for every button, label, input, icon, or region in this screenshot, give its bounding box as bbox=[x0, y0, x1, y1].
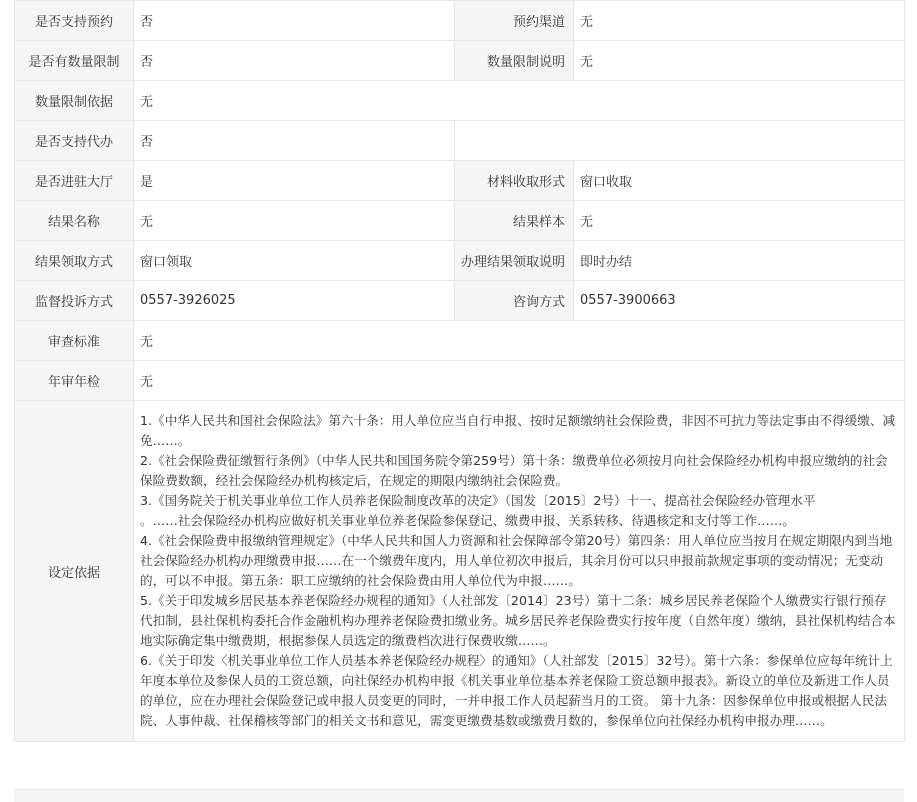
basis-item-3-cont: 。……社会保险经办机构应做好机关事业单位养老保险参保登记、缴费申报、关系转移、待遇核定和支付等工作……。 bbox=[140, 513, 795, 528]
basis-item-3: 3.《国务院关于机关事业单位工作人员养老保险制度改革的决定》（国发〔2015〕2号）十一、提高社会保险经办管理水平 bbox=[140, 493, 816, 508]
empty-cell bbox=[455, 121, 905, 161]
row-value: 否 bbox=[134, 41, 455, 81]
row-label: 年审年检 bbox=[15, 361, 134, 401]
basis-item-2: 2.《社会保险费征缴暂行条例》（中华人民共和国国务院令第259号）第十条：缴费单位必须按月向社会保险经办机构申报应缴纳的社会保险费数额，经社会保险经办机构核定后，在规定的期限内缴纳社会保险费。 bbox=[140, 453, 888, 488]
row-value: 无 bbox=[134, 361, 905, 401]
row-label: 预约渠道 bbox=[455, 1, 574, 41]
row-label: 结果样本 bbox=[455, 201, 574, 241]
row-value: 无 bbox=[134, 201, 455, 241]
row-value: 是 bbox=[134, 161, 455, 201]
row-value: 即时办结 bbox=[574, 241, 905, 281]
table-row bbox=[15, 121, 905, 161]
table-row bbox=[15, 241, 905, 281]
row-label: 结果名称 bbox=[15, 201, 134, 241]
row-label: 监督投诉方式 bbox=[15, 281, 134, 321]
row-value: 0557-3926025 bbox=[134, 281, 455, 321]
row-value: 无 bbox=[574, 1, 905, 41]
info-table-container bbox=[14, 0, 904, 742]
table-row bbox=[15, 201, 905, 241]
row-value: 否 bbox=[134, 121, 455, 161]
row-value: 无 bbox=[574, 201, 905, 241]
row-value: 窗口领取 bbox=[134, 241, 455, 281]
basis-item-1: 1.《中华人民共和国社会保险法》第六十条：用人单位应当自行申报、按时足额缴纳社会保险费，非因不可抗力等法定事由不得缓缴、减免……。 bbox=[140, 413, 896, 448]
table-row bbox=[15, 281, 905, 321]
basis-item-6: 6.《关于印发〈机关事业单位工作人员基本养老保险经办规程〉的通知》（人社部发〔2015〕32号）。第十六条：参保单位应每年统计上年度本单位及参保人员的工资总额，向社保经办机构申报《机关事业单位基本养老保险工资总额申报表》。新设立的单位及新进工作人员的单位，应在办理社会保险登记或申报人员变更的同时，一并申报工作人员起薪当月的工资。 第十九条：因参保单位申报或根据人民法院、人事仲裁、社保稽核等部门的相关文书和意见，需变更缴费基数或缴费月数的，参保单位向社保经办机构申报办理……。 bbox=[140, 653, 893, 728]
table-row bbox=[15, 161, 905, 201]
row-label: 审查标准 bbox=[15, 321, 134, 361]
row-label: 数量限制说明 bbox=[455, 41, 574, 81]
table-row bbox=[15, 41, 905, 81]
row-value: 否 bbox=[134, 1, 455, 41]
row-label: 办理结果领取说明 bbox=[455, 241, 574, 281]
info-table bbox=[14, 0, 905, 742]
table-row bbox=[15, 1, 905, 41]
table-row bbox=[15, 361, 905, 401]
table-row bbox=[15, 321, 905, 361]
table-row bbox=[15, 81, 905, 121]
row-label: 咨询方式 bbox=[455, 281, 574, 321]
basis-item-5: 5.《关于印发城乡居民基本养老保险经办规程的通知》（人社部发〔2014〕23号）第十二条：城乡居民养老保险个人缴费实行银行预存代扣制，县社保机构委托合作金融机构办理养老保险费扣缴业务。城乡居民养老保险费实行按年度（自然年度）缴纳，县社保机构结合本地实际确定集中缴费期，根据参保人员选定的缴费档次进行保费收缴……。 bbox=[140, 593, 896, 648]
row-label: 材料收取形式 bbox=[455, 161, 574, 201]
row-value: 无 bbox=[134, 321, 905, 361]
row-value: 无 bbox=[574, 41, 905, 81]
row-label: 是否支持预约 bbox=[15, 1, 134, 41]
row-label: 数量限制依据 bbox=[15, 81, 134, 121]
row-label: 结果领取方式 bbox=[15, 241, 134, 281]
basis-label: 设定依据 bbox=[15, 401, 134, 742]
row-value: 无 bbox=[134, 81, 905, 121]
row-label: 是否支持代办 bbox=[15, 121, 134, 161]
table-footer-bar bbox=[14, 789, 904, 802]
row-value: 窗口收取 bbox=[574, 161, 905, 201]
row-label: 是否有数量限制 bbox=[15, 41, 134, 81]
row-label: 是否进驻大厅 bbox=[15, 161, 134, 201]
table-row-basis bbox=[15, 401, 905, 742]
basis-content bbox=[134, 401, 905, 742]
basis-item-4: 4.《社会保险费申报缴纳管理规定》（中华人民共和国人力资源和社会保障部令第20号）第四条：用人单位应当按月在规定期限内到当地社会保险经办机构办理缴费申报……在一个缴费年度内，用人单位初次申报后，其余月份可以只申报前款规定事项的变动情况；无变动的，可以不申报。第五条：职工应缴纳的社会保险费由用人单位代为申报……。 bbox=[140, 533, 893, 588]
row-value: 0557-3900663 bbox=[574, 281, 905, 321]
